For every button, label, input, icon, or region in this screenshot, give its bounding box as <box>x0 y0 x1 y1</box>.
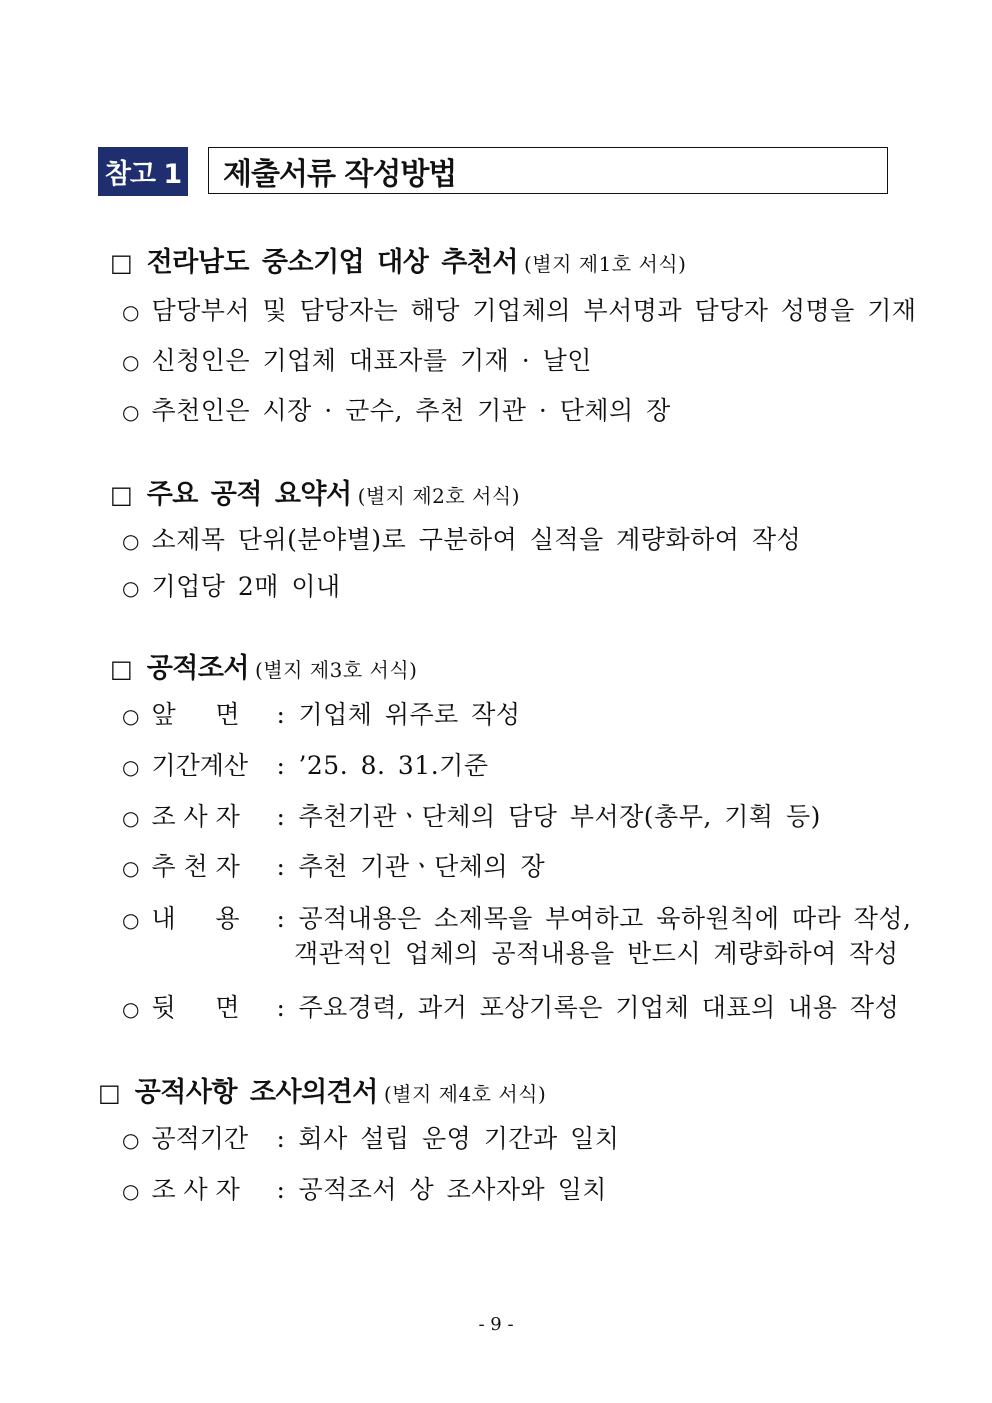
section-form-note: (별지 제1호 서식) <box>523 252 687 276</box>
list-item <box>122 341 592 377</box>
page-number: - 9 - <box>478 1314 514 1335</box>
section-title: 전라남도 중소기업 대상 추천서 <box>146 247 518 278</box>
circle-bullet-icon: ○ <box>122 1128 140 1152</box>
item-colon: : <box>276 993 285 1022</box>
item-label: 뒷 면 <box>151 993 240 1022</box>
square-bullet-icon: □ <box>110 481 133 509</box>
circle-bullet-icon: ○ <box>122 806 140 830</box>
item-colon: : <box>276 852 285 881</box>
list-item <box>122 291 917 327</box>
circle-bullet-icon: ○ <box>122 755 140 779</box>
circle-bullet-icon: ○ <box>122 576 140 600</box>
circle-bullet-icon: ○ <box>122 704 140 728</box>
item-text: 회사 설립 운영 기간과 일치 <box>298 1124 620 1153</box>
item-text-continuation: 객관적인 업체의 공적내용을 반드시 계량화하여 작성 <box>294 939 899 968</box>
circle-bullet-icon: ○ <box>122 350 140 374</box>
item-colon: : <box>276 1175 285 1204</box>
item-colon: : <box>276 751 285 780</box>
item-text: 신청인은 기업체 대표자를 기재 · 날인 <box>151 346 592 375</box>
square-bullet-icon: □ <box>110 249 133 277</box>
section-title: 주요 공적 요약서 <box>146 479 352 510</box>
item-label: 내 용 <box>151 904 240 933</box>
item-text: 소제목 단위(분야별)로 구분하여 실적을 계량화하여 작성 <box>151 525 802 554</box>
section-form-note: (별지 제2호 서식) <box>357 484 521 508</box>
item-colon: : <box>276 1124 285 1153</box>
item-text: 주요경력, 과거 포상기록은 기업체 대표의 내용 작성 <box>298 993 900 1022</box>
page-title: 제출서류 작성방법 <box>208 147 888 194</box>
section-summary <box>110 472 520 511</box>
item-text: 추천기관ㆍ단체의 담당 부서장(총무, 기획 등) <box>298 802 821 831</box>
item-text: 공적내용은 소제목을 부여하고 육하원칙에 따라 작성, <box>298 904 912 933</box>
list-item <box>122 797 821 833</box>
item-text: ’25. 8. 31.기준 <box>298 751 489 780</box>
list-item <box>122 567 341 603</box>
circle-bullet-icon: ○ <box>122 529 140 553</box>
section-recommendation <box>110 240 686 279</box>
item-label: 추 천 자 <box>151 852 240 881</box>
item-text: 공적조서 상 조사자와 일치 <box>298 1175 607 1204</box>
list-item <box>122 1119 619 1155</box>
item-label: 앞 면 <box>151 700 240 729</box>
item-label: 기간계산 <box>151 751 249 780</box>
item-colon: : <box>276 700 285 729</box>
item-colon: : <box>276 802 285 831</box>
circle-bullet-icon: ○ <box>122 997 140 1021</box>
section-title: 공적조서 <box>146 653 250 684</box>
section-investigation-opinion <box>98 1070 546 1109</box>
item-text: 추천인은 시장 · 군수, 추천 기관 · 단체의 장 <box>151 396 671 425</box>
circle-bullet-icon: ○ <box>122 908 140 932</box>
list-item <box>122 520 801 556</box>
section-form-note: (별지 제4호 서식) <box>383 1082 547 1106</box>
circle-bullet-icon: ○ <box>122 856 140 880</box>
list-item <box>122 847 545 883</box>
list-item <box>122 899 911 935</box>
item-text: 기업체 위주로 작성 <box>298 700 521 729</box>
list-item <box>122 695 521 731</box>
item-text: 추천 기관ㆍ단체의 장 <box>298 852 546 881</box>
section-form-note: (별지 제3호 서식) <box>255 658 418 682</box>
list-item <box>122 988 899 1024</box>
list-item <box>122 746 488 782</box>
item-colon: : <box>276 904 285 933</box>
circle-bullet-icon: ○ <box>122 1179 140 1203</box>
square-bullet-icon: □ <box>98 1079 121 1107</box>
section-title: 공적사항 조사의견서 <box>134 1077 378 1108</box>
list-item <box>122 391 671 427</box>
item-label: 조 사 자 <box>151 802 240 831</box>
item-text: 담당부서 및 담당자는 해당 기업체의 부서명과 담당자 성명을 기재 <box>151 296 917 325</box>
circle-bullet-icon: ○ <box>122 400 140 424</box>
item-label: 공적기간 <box>151 1124 249 1153</box>
item-text: 기업당 2매 이내 <box>151 572 341 601</box>
reference-badge: 참고 1 <box>98 147 188 196</box>
section-merit-record <box>110 646 417 685</box>
circle-bullet-icon: ○ <box>122 300 140 324</box>
square-bullet-icon: □ <box>110 655 133 683</box>
reference-header <box>98 147 890 196</box>
list-item <box>122 1170 607 1206</box>
item-label: 조 사 자 <box>151 1175 240 1204</box>
